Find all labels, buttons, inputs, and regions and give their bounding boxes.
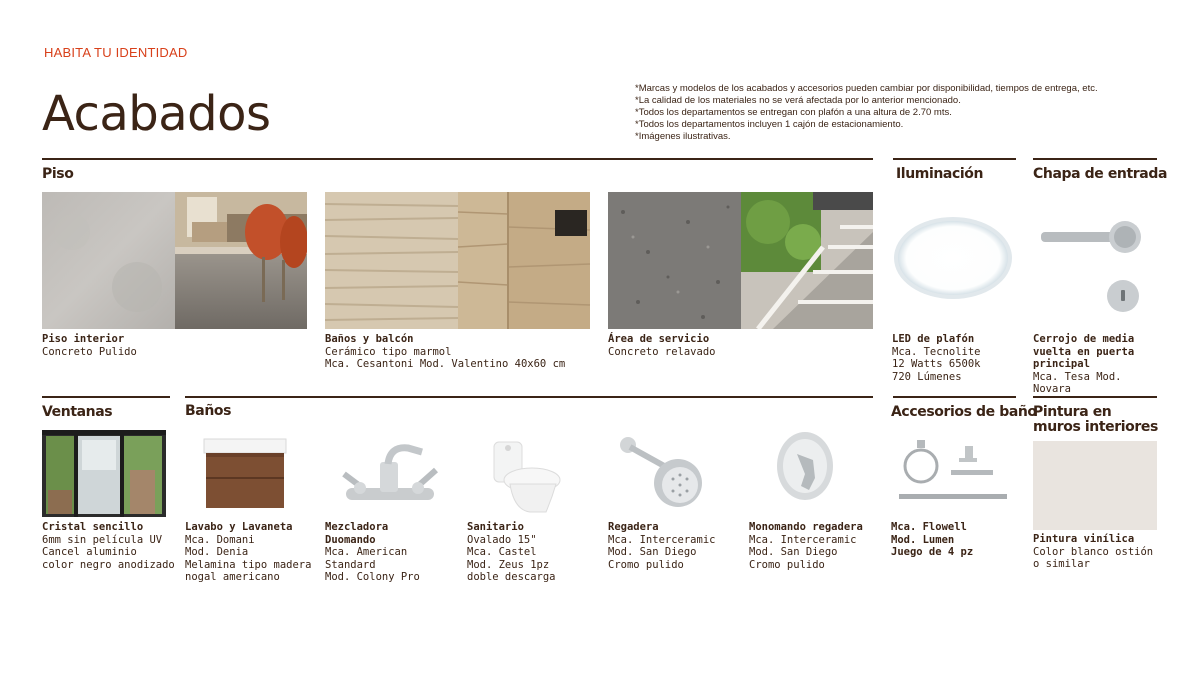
caption-title: Baños y balcón [325,333,414,345]
caption-mezcladora [325,521,435,584]
caption-line: Mca. American Standard [325,546,408,571]
caption-banos-balcon [325,333,565,371]
regadera-image [618,433,710,513]
section-title-piso: Piso [42,166,74,182]
sanitario-image [490,440,565,515]
caption-line: Juego de 4 pz [891,546,974,559]
caption-title: Lavabo y Lavaneta [185,521,293,533]
caption-line: Mca. Cesantoni Mod. Valentino 40x60 cm [325,358,566,371]
monomando-image [775,428,835,508]
caption-led [892,333,981,383]
caption-line: Cancel aluminio [42,546,137,559]
caption-line: Mod. San Diego [608,546,697,559]
banos-balcon-image [325,192,590,329]
caption-title: Cerrojo de media vuelta en puerta principal [1033,333,1135,371]
caption-line: Mca. Domani [185,533,255,546]
piso-rule [42,158,873,160]
caption-cerrojo [1033,333,1163,396]
ventanas-rule [42,396,170,398]
note-line: *La calidad de los materiales no se verá afectada por lo anterior mencionado. [635,95,961,106]
lavabo-image [200,435,292,515]
caption-title: Pintura vinílica [1033,533,1135,545]
page-title: Acabados [42,86,271,142]
caption-line: Cerámico tipo marmol [325,345,452,358]
caption-line: Mod. Zeus 1pz [467,558,550,571]
caption-line: Mca. Tesa Mod. Novara [1033,370,1122,396]
caption-line: Melamina tipo madera [185,558,312,571]
caption-line: 720 Lúmenes [892,370,962,383]
caption-line: Mca. Castel [467,546,537,559]
caption-title: Regadera [608,521,659,533]
section-title-accesorios: Accesorios de baño [891,404,1037,420]
section-title-ventanas: Ventanas [42,404,113,420]
caption-title: Monomando regadera [749,521,863,533]
caption-line: Ovalado 15" [467,533,537,546]
note-line: *Todos los departamentos incluyen 1 cajón de estacionamiento. [635,119,904,130]
caption-area-servicio [608,333,715,358]
area-servicio-image [608,192,873,329]
caption-title: Cristal sencillo [42,521,144,533]
caption-line: 12 Watts 6500k [892,358,981,371]
iluminacion-rule [893,158,1016,160]
caption-line: doble descarga [467,571,556,584]
caption-line: 6mm sin película UV [42,533,163,546]
caption-regadera [608,521,715,571]
section-title-pintura: Pintura en muros interiores [1033,404,1158,435]
piso-interior-image [42,192,307,329]
caption-title: Mezcladora Duomando [325,521,389,546]
caption-title: Sanitario [467,521,524,533]
banos-rule [185,396,873,398]
caption-piso-interior [42,333,137,358]
caption-line: Mod. Colony Pro [325,571,420,584]
caption-line: nogal americano [185,571,280,584]
caption-line: Color blanco ostión [1033,545,1154,558]
caption-monomando [749,521,863,571]
section-title-chapa: Chapa de entrada [1033,166,1167,182]
pintura-swatch [1033,441,1157,530]
caption-line: Mod. San Diego [749,546,838,559]
caption-line: Mca. Tecnolite [892,345,981,358]
ventanas-image [42,430,166,517]
mezcladora-image [338,440,443,505]
chapa-image [1035,215,1145,315]
caption-title: Piso interior [42,333,125,345]
section-title-banos: Baños [185,403,232,419]
caption-line: Cromo pulido [749,558,825,571]
caption-line: Concreto relavado [608,345,716,358]
accesorios-image [895,432,1013,510]
caption-line: Concreto Pulido [42,345,137,358]
disclaimer-notes [635,83,1098,143]
note-line: *Todos los departamentos se entregan con plafón a una altura de 2.70 mts. [635,107,952,118]
chapa-rule [1033,158,1157,160]
caption-line: o similar [1033,558,1090,571]
caption-line: Mca. Flowell [891,521,967,533]
caption-sanitario [467,521,556,584]
caption-accesorios [891,521,973,559]
caption-line: Cromo pulido [608,558,684,571]
caption-cristal [42,521,175,571]
caption-line: Mca. Interceramic [608,533,716,546]
caption-lavabo [185,521,311,584]
note-line: *Imágenes ilustrativas. [635,131,731,142]
section-title-iluminacion: Iluminación [896,166,984,182]
caption-line: color negro anodizado [42,558,175,571]
caption-line: Mod. Denia [185,546,249,559]
caption-line: Mod. Lumen [891,533,955,546]
note-line: *Marcas y modelos de los acabados y accesorios pueden cambiar por disponibilidad, tiempos de entrega, etc. [635,83,1098,94]
caption-title: LED de plafón [892,333,975,345]
caption-title: Área de servicio [608,333,710,345]
brand-tagline: HABITA TU IDENTIDAD [44,45,188,60]
caption-pintura [1033,533,1153,571]
caption-line: Mca. Interceramic [749,533,857,546]
accesorios-rule [893,396,1016,398]
pintura-rule [1033,396,1157,398]
led-plafon-image [893,210,1015,305]
